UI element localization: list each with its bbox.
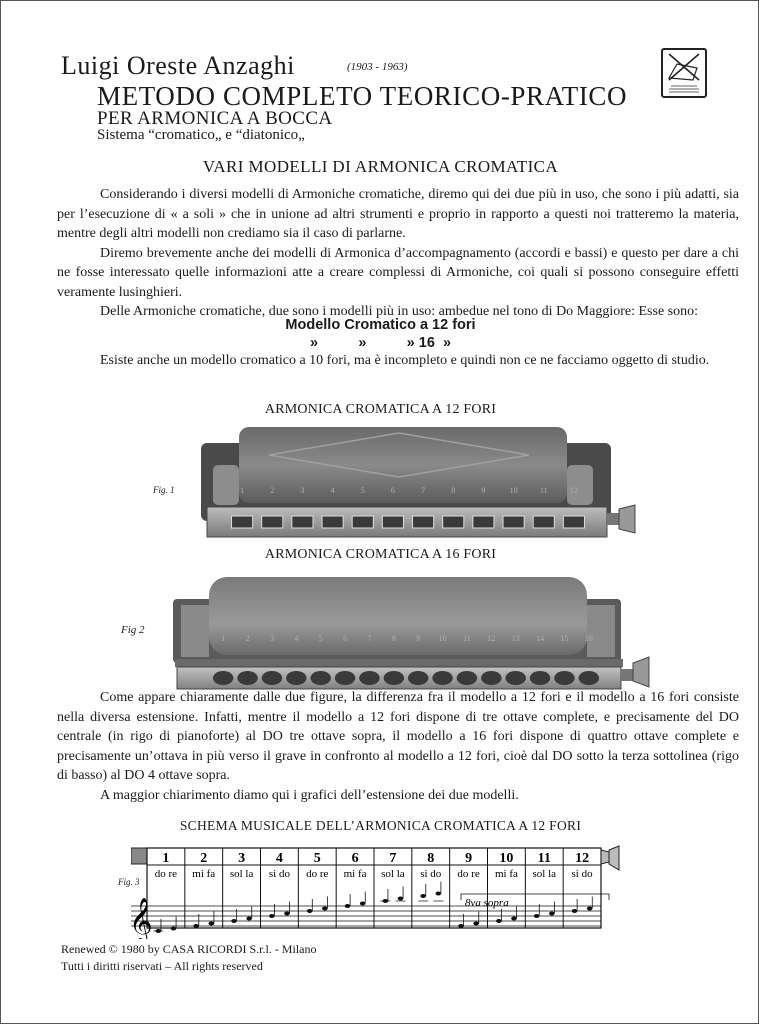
octave-marking: 8va sopra	[465, 897, 509, 909]
hole-notes: sol la	[381, 868, 405, 880]
note-head	[534, 914, 540, 918]
hole-number: 10	[438, 634, 447, 643]
harmonica-hole	[563, 516, 584, 528]
harmonica-hole	[481, 671, 501, 685]
hole-number: 5	[313, 851, 321, 866]
hole-number: 7	[421, 486, 426, 495]
hole-number: 6	[351, 851, 359, 866]
harmonica-hole	[322, 516, 343, 528]
note-head	[420, 894, 426, 898]
comparison-paragraph: Come appare chiaramente dalle due figure, la differenza fra il modello a 12 fori e il modello a 16 fori consiste nella diversa estensione. Infatti, mentre il modello a 12 fori dispone di tre ottave complete, e precisamente del DO centrale (in rigo di pianoforte) al DO tre ottave sopra, il modello a 16 fori dispone di quattro ottave complete e precisamente un’ottava in più verso il grave in confronto al modello a 12 fori, cioè dal DO sotto la terza sottolinea (rigo di basso) al DO 4 ottave sopra.	[57, 690, 739, 783]
copyright-line: Renewed © 1980 by CASA RICORDI S.r.l. - Milano	[61, 942, 317, 956]
note-paragraph: Esiste anche un modello cromatico a 10 fori, ma è incompleto e quindi non ce ne facciamo oggetto di studio.	[100, 353, 710, 368]
hole-number: 15	[560, 634, 569, 643]
hole-number: 5	[318, 634, 323, 643]
section-title: VARI MODELLI DI ARMONICA CROMATICA	[202, 157, 559, 176]
hole-number: 12	[487, 634, 496, 643]
intro-paragraph: Diremo brevemente anche dei modelli di Armonica d’accompagnamento (accordi e bassi) e questo per dare a chi ne fosse interessato quelle informazioni atte a creare complessi di Armoniche, coi quali si possono conseguire effetti veramente lusinghieri.	[57, 245, 739, 300]
harmonica-hole	[413, 516, 434, 528]
harmonica-hole	[262, 516, 283, 528]
figure-1-label: Fig. 1	[153, 485, 175, 495]
hole-number: 1	[221, 634, 226, 643]
hole-number: 5	[360, 486, 365, 495]
harmonica-hole	[262, 671, 282, 685]
harmonica-hole	[384, 671, 404, 685]
hole-number: 10	[509, 486, 518, 495]
hole-notes: si do	[268, 868, 290, 880]
schema-diagram	[131, 844, 641, 939]
hole-notes: sol la	[532, 868, 557, 880]
hole-number: 4	[330, 486, 335, 495]
note-head	[345, 904, 351, 908]
mouthpiece-end-cap	[131, 848, 147, 864]
intro-paragraph: Considerando i diversi modelli di Armoniche cromatiche, diremo qui dei due più in uso, che sono i più adatti, sia per l’esecuzione di « a soli » che in unione ad altri strumenti e proprio in rapporto a questi noi tratteremo la materia, mentre degli altri modelli non crediamo sia il caso di parlarne.	[57, 187, 739, 241]
treble-clef-icon: 𝄞	[131, 898, 153, 939]
hole-number: 2	[200, 851, 208, 866]
note-head	[511, 917, 517, 921]
hole-notes: do re	[306, 868, 329, 880]
harmonica-hole	[530, 671, 550, 685]
note-head	[209, 922, 215, 926]
hole-number: 8	[451, 486, 456, 495]
harmonica-hole	[382, 516, 403, 528]
comparison-text	[57, 688, 739, 805]
note-head	[473, 922, 479, 926]
hole-notes: mi fa	[192, 868, 216, 880]
hole-number: 16	[584, 634, 593, 643]
note-head	[360, 902, 366, 906]
note-head	[458, 924, 464, 928]
hole-number: 12	[569, 486, 578, 495]
harmonica-hole	[335, 671, 355, 685]
note-head	[398, 897, 404, 901]
comparison-paragraph: A maggior chiarimento diamo qui i grafici dell’estensione dei due modelli.	[100, 787, 519, 803]
hole-number: 3	[238, 851, 246, 866]
note-head	[193, 924, 199, 928]
hole-number: 2	[270, 486, 275, 495]
hole-notes: si do	[420, 868, 442, 880]
hole-number: 3	[300, 486, 305, 495]
harmonica-hole	[359, 671, 379, 685]
harmonica-hole	[443, 516, 464, 528]
intro-text	[57, 185, 739, 322]
harmonica-hole	[232, 516, 253, 528]
harmonica-hole	[292, 516, 313, 528]
note-head	[307, 909, 313, 913]
hole-number: 2	[245, 634, 250, 643]
hole-number: 6	[390, 486, 395, 495]
figure-2-label: Fig 2	[121, 624, 145, 636]
harmonica-hole	[505, 671, 525, 685]
note-head	[436, 892, 442, 896]
hole-notes: sol la	[229, 868, 254, 880]
hole-number: 1	[162, 851, 170, 866]
hole-number: 9	[465, 851, 473, 866]
harmonica-hole	[408, 671, 428, 685]
hole-number: 9	[481, 486, 486, 495]
harmonica-hole	[579, 671, 599, 685]
hole-number: 1	[240, 486, 245, 495]
harmonica-hole	[432, 671, 452, 685]
author-dates: (1903 - 1963)	[347, 61, 408, 73]
harmonica-hole	[310, 671, 330, 685]
hole-number: 7	[367, 634, 372, 643]
figure-2-title: ARMONICA CROMATICA A 16 FORI	[264, 547, 497, 562]
note-head	[284, 912, 290, 916]
hole-notes: mi fa	[343, 868, 367, 880]
note-head	[246, 917, 252, 921]
figure-1-title: ARMONICA CROMATICA A 12 FORI	[264, 402, 497, 417]
method-title: METODO COMPLETO TEORICO-PRATICO	[97, 81, 628, 111]
copyright-footer	[61, 941, 316, 975]
note-head	[322, 907, 328, 911]
harmonica-16-holes-image	[171, 575, 651, 691]
hole-number: 14	[536, 634, 545, 643]
hole-notes: do re	[154, 868, 178, 880]
harmonica-hole	[213, 671, 233, 685]
hole-number: 3	[269, 634, 274, 643]
harmonica-hole	[237, 671, 257, 685]
note-head	[269, 914, 275, 918]
harmonica-hole	[352, 516, 373, 528]
harmonica-hole	[457, 671, 477, 685]
no-photocopy-stamp-icon	[661, 48, 707, 98]
harmonica-hole	[554, 671, 574, 685]
hole-number: 12	[575, 851, 590, 866]
note-head	[549, 912, 555, 916]
hole-number: 8	[427, 851, 435, 866]
system-line: Sistema “cromatico„ e “diatonico„	[97, 127, 305, 143]
hole-number: 9	[416, 634, 421, 643]
music-staff	[131, 906, 601, 926]
hole-number: 4	[275, 851, 283, 866]
note-head	[231, 919, 237, 923]
harmonica-12-holes-image	[199, 425, 643, 543]
note-head	[587, 907, 593, 911]
schema-title: SCHEMA MUSICALE DELL’ARMONICA CROMATICA A 12 FORI	[179, 818, 582, 833]
model-16-line: » » » 16 »	[309, 335, 452, 351]
hole-number: 11	[539, 486, 548, 495]
hole-number: 11	[463, 634, 471, 643]
hole-notes: mi fa	[494, 868, 518, 880]
figure-3-label: Fig. 3	[118, 877, 140, 887]
slide-button-icon	[601, 846, 619, 870]
note-head	[572, 909, 578, 913]
harmonica-hole	[286, 671, 306, 685]
note-head	[171, 927, 177, 931]
hole-number: 10	[499, 851, 514, 866]
harmonica-hole	[533, 516, 554, 528]
note-text	[57, 351, 739, 371]
hole-notes: si do	[571, 868, 593, 880]
hole-number: 4	[294, 634, 299, 643]
intro-paragraph: Delle Armoniche cromatiche, due sono i modelli più in uso: ambedue nel tono di Do Maggiore: Esse sono:	[100, 304, 698, 319]
hole-number: 11	[537, 851, 551, 866]
model-12-line: Modello Cromatico a 12 fori	[285, 317, 476, 333]
hole-number: 7	[389, 851, 397, 866]
author-name: Luigi Oreste Anzaghi	[61, 51, 295, 80]
hole-notes: do re	[457, 868, 480, 880]
models-list	[1, 316, 759, 352]
method-subtitle: PER ARMONICA A BOCCA	[97, 108, 333, 129]
note-head	[496, 919, 502, 923]
harmonica-hole	[503, 516, 524, 528]
harmonica-hole	[473, 516, 494, 528]
hole-number: 8	[391, 634, 396, 643]
hole-number: 13	[511, 634, 520, 643]
rights-line: Tutti i diritti riservati – All rights reserved	[61, 959, 263, 973]
hole-number: 6	[343, 634, 348, 643]
